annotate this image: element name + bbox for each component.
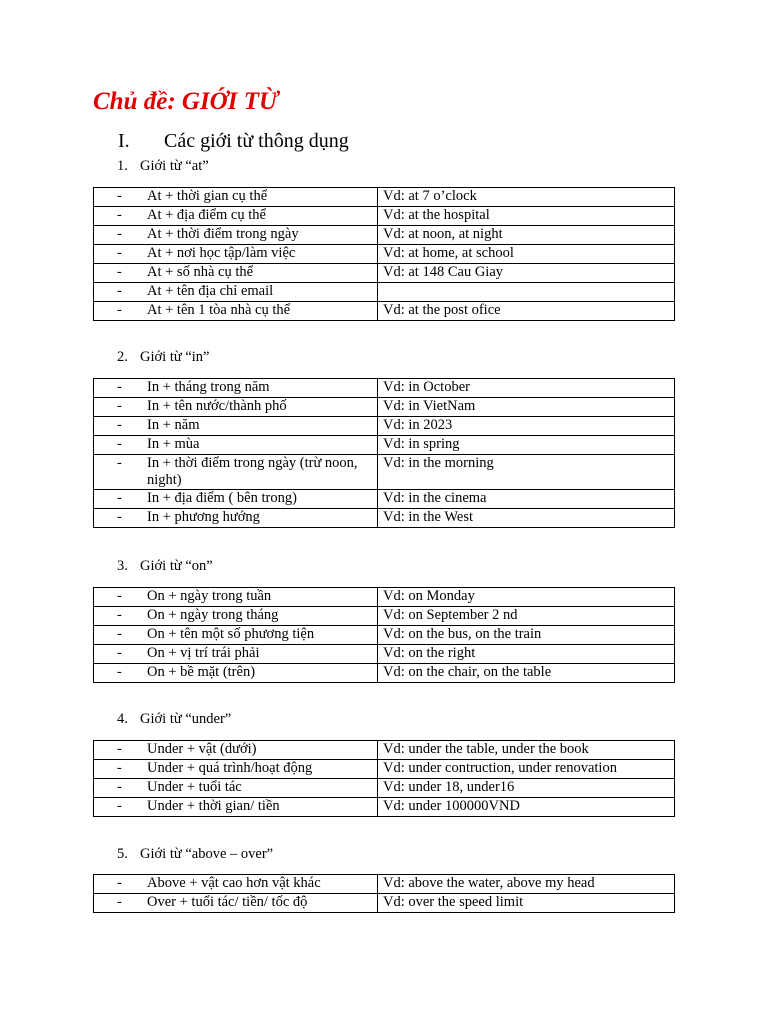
table-row — [94, 436, 675, 455]
table-row — [94, 645, 675, 664]
rule-cell — [94, 894, 378, 913]
rule-text: In + phương hướng — [147, 509, 260, 525]
bullet-dash: - — [117, 226, 122, 242]
rule-cell — [94, 398, 378, 417]
example-cell: Vd: at the post ofice — [378, 302, 675, 321]
bullet-dash: - — [117, 490, 122, 506]
section-heading — [118, 130, 349, 153]
bullet-dash: - — [117, 455, 122, 471]
table-row — [94, 417, 675, 436]
table-under — [93, 740, 675, 817]
rule-cell — [94, 207, 378, 226]
rule-text: In + mùa — [147, 436, 200, 452]
rule-cell — [94, 509, 378, 528]
rule-cell — [94, 741, 378, 760]
rule-text: At + thời điểm trong ngày — [147, 226, 299, 242]
rule-text: In + tên nước/thành phố — [147, 398, 287, 414]
bullet-dash: - — [117, 509, 122, 525]
rule-cell — [94, 779, 378, 798]
table-row — [94, 188, 675, 207]
rule-cell — [94, 436, 378, 455]
table-row — [94, 588, 675, 607]
table-at — [93, 187, 675, 321]
example-cell: Vd: under the table, under the book — [378, 741, 675, 760]
bullet-dash: - — [117, 188, 122, 204]
rule-text: Above + vật cao hơn vật khác — [147, 875, 321, 891]
rule-cell — [94, 588, 378, 607]
group-heading-above-over: 5. Giới từ “above – over” — [117, 846, 274, 862]
example-cell: Vd: on the right — [378, 645, 675, 664]
example-cell: Vd: in the morning — [378, 455, 675, 490]
example-cell: Vd: at the hospital — [378, 207, 675, 226]
rule-text: In + thời điểm trong ngày (trừ noon, night) — [147, 455, 358, 488]
rule-cell — [94, 188, 378, 207]
example-cell: Vd: under contruction, under renovation — [378, 760, 675, 779]
table-row — [94, 509, 675, 528]
bullet-dash: - — [117, 798, 122, 814]
bullet-dash: - — [117, 607, 122, 623]
example-cell: Vd: under 18, under16 — [378, 779, 675, 798]
example-cell: Vd: above the water, above my head — [378, 875, 675, 894]
table-row — [94, 741, 675, 760]
group-heading-at: 1. Giới từ “at” — [117, 158, 209, 174]
table-row — [94, 283, 675, 302]
table-in — [93, 378, 675, 528]
rule-cell — [94, 626, 378, 645]
rule-text: Under + vật (dưới) — [147, 741, 257, 757]
table-row — [94, 664, 675, 683]
rule-cell — [94, 760, 378, 779]
rule-cell — [94, 283, 378, 302]
bullet-dash: - — [117, 779, 122, 795]
example-cell: Vd: on September 2 nd — [378, 607, 675, 626]
bullet-dash: - — [117, 760, 122, 776]
bullet-dash: - — [117, 645, 122, 661]
table-row — [94, 302, 675, 321]
rule-cell — [94, 379, 378, 398]
group-heading-on: 3. Giới từ “on” — [117, 558, 213, 574]
example-cell: Vd: under 100000VND — [378, 798, 675, 817]
table-on — [93, 587, 675, 683]
bullet-dash: - — [117, 875, 122, 891]
example-cell: Vd: on Monday — [378, 588, 675, 607]
table-row — [94, 264, 675, 283]
example-cell: Vd: in spring — [378, 436, 675, 455]
rule-text: Over + tuổi tác/ tiền/ tốc độ — [147, 894, 308, 910]
table-row — [94, 490, 675, 509]
rule-text: On + bề mặt (trên) — [147, 664, 256, 680]
table-row — [94, 779, 675, 798]
bullet-dash: - — [117, 626, 122, 642]
table-row — [94, 626, 675, 645]
table-row — [94, 245, 675, 264]
rule-cell — [94, 490, 378, 509]
document-title: Chủ đề: GIỚI TỪ — [93, 88, 279, 115]
rule-text: In + địa điểm ( bên trong) — [147, 490, 297, 506]
rule-text: On + vị trí trái phải — [147, 645, 260, 661]
example-cell: Vd: in October — [378, 379, 675, 398]
table-row — [94, 798, 675, 817]
bullet-dash: - — [117, 302, 122, 318]
example-cell: Vd: at noon, at night — [378, 226, 675, 245]
table-row — [94, 226, 675, 245]
bullet-dash: - — [117, 894, 122, 910]
bullet-dash: - — [117, 379, 122, 395]
rule-cell — [94, 875, 378, 894]
section-label: Các giới từ thông dụng — [164, 130, 349, 152]
rule-text: At + địa điểm cụ thể — [147, 207, 266, 223]
rule-text: In + tháng trong năm — [147, 379, 270, 395]
rule-cell — [94, 245, 378, 264]
rule-text: On + ngày trong tuần — [147, 588, 272, 604]
bullet-dash: - — [117, 588, 122, 604]
rule-text: At + tên 1 tòa nhà cụ thể — [147, 302, 291, 318]
rule-text: At + nơi học tập/làm việc — [147, 245, 296, 261]
rule-text: On + ngày trong tháng — [147, 607, 279, 623]
rule-cell — [94, 798, 378, 817]
bullet-dash: - — [117, 207, 122, 223]
bullet-dash: - — [117, 664, 122, 680]
bullet-dash: - — [117, 283, 122, 299]
example-cell: Vd: over the speed limit — [378, 894, 675, 913]
table-row — [94, 398, 675, 417]
section-number: I. — [118, 130, 130, 152]
example-cell: Vd: at home, at school — [378, 245, 675, 264]
example-cell: Vd: in the cinema — [378, 490, 675, 509]
bullet-dash: - — [117, 436, 122, 452]
table-row — [94, 875, 675, 894]
example-cell: Vd: in VietNam — [378, 398, 675, 417]
example-cell: Vd: in the West — [378, 509, 675, 528]
example-cell — [378, 283, 675, 302]
rule-text: At + tên địa chỉ email — [147, 283, 274, 299]
table-row — [94, 455, 675, 490]
table-row — [94, 607, 675, 626]
rule-text: Under + quá trình/hoạt động — [147, 760, 313, 776]
rule-cell — [94, 607, 378, 626]
group-heading-under: 4. Giới từ “under” — [117, 711, 232, 727]
rule-cell — [94, 417, 378, 436]
rule-cell — [94, 302, 378, 321]
rule-cell — [94, 264, 378, 283]
rule-cell — [94, 226, 378, 245]
rule-text: Under + thời gian/ tiền — [147, 798, 280, 814]
example-cell: Vd: at 7 o’clock — [378, 188, 675, 207]
bullet-dash: - — [117, 264, 122, 280]
table-row — [94, 379, 675, 398]
rule-text: At + số nhà cụ thể — [147, 264, 254, 280]
table-row — [94, 760, 675, 779]
rule-text: Under + tuổi tác — [147, 779, 242, 795]
bullet-dash: - — [117, 398, 122, 414]
rule-text: In + năm — [147, 417, 200, 433]
bullet-dash: - — [117, 741, 122, 757]
rule-text: At + thời gian cụ thể — [147, 188, 268, 204]
rule-cell — [94, 664, 378, 683]
table-above-over — [93, 874, 675, 913]
bullet-dash: - — [117, 245, 122, 261]
bullet-dash: - — [117, 417, 122, 433]
group-heading-in: 2. Giới từ “in” — [117, 349, 210, 365]
table-row — [94, 207, 675, 226]
rule-text: On + tên một số phương tiện — [147, 626, 315, 642]
example-cell: Vd: on the chair, on the table — [378, 664, 675, 683]
example-cell: Vd: in 2023 — [378, 417, 675, 436]
example-cell: Vd: on the bus, on the train — [378, 626, 675, 645]
table-row — [94, 894, 675, 913]
example-cell: Vd: at 148 Cau Giay — [378, 264, 675, 283]
rule-cell — [94, 455, 378, 490]
rule-cell — [94, 645, 378, 664]
